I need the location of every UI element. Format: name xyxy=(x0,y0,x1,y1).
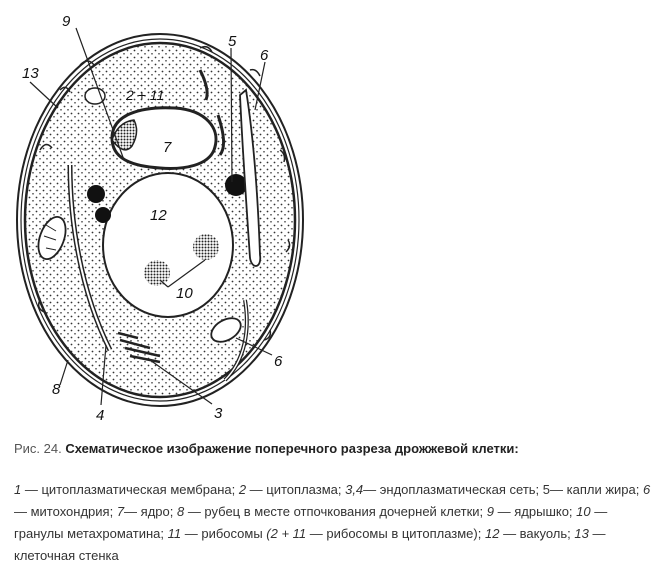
legend-text: — митохондрия; xyxy=(14,504,117,519)
label-mitochondrion-top: 6 xyxy=(260,47,269,64)
legend-num: 12 xyxy=(484,526,500,541)
legend-num: 11 xyxy=(167,526,182,541)
label-er-bottom: 3 xyxy=(214,405,223,422)
legend-num: 1 xyxy=(14,482,22,497)
legend-text: — эндоплазматическая сеть; 5— капли жира; xyxy=(363,482,643,497)
fat-droplet xyxy=(87,185,105,203)
legend-text: — рибосомы xyxy=(181,526,267,541)
label-nucleus: 7 xyxy=(163,139,172,156)
mitochondrion xyxy=(85,88,105,104)
label-vacuole: 12 xyxy=(150,207,167,224)
legend-text: — рубец в месте отпочкования дочерней клетки; xyxy=(184,504,487,519)
legend-text: — клеточная стенка xyxy=(14,526,606,563)
label-er-left: 4 xyxy=(96,407,105,424)
legend-text: — ядрышко; xyxy=(494,504,577,519)
metachromatin-granule xyxy=(144,260,170,286)
legend-num: (2 + 11 xyxy=(266,526,307,541)
label-cell-wall: 13 xyxy=(22,65,39,82)
fat-droplet xyxy=(225,174,247,196)
label-nucleolus: 9 xyxy=(62,13,71,30)
legend-text: — гранулы метахроматина; xyxy=(14,504,608,541)
legend-text: — цитоплазматическая мембрана; xyxy=(21,482,239,497)
figure-legend xyxy=(14,479,658,567)
label-fat-droplet: 5 xyxy=(228,33,237,50)
metachromatin-granule xyxy=(193,234,219,260)
legend-num: 2 xyxy=(238,482,247,497)
label-bud-scar: 8 xyxy=(52,381,61,398)
figure-caption xyxy=(14,440,654,458)
legend-num: 6 xyxy=(642,482,651,497)
label-ribosomes: 2 + 11 xyxy=(126,87,165,103)
legend-num: 7 xyxy=(116,504,125,519)
legend-num: 3,4 xyxy=(345,482,364,497)
legend-text: — ядро; xyxy=(124,504,177,519)
label-metachromatin: 10 xyxy=(176,285,193,302)
legend-text: — рибосомы в цитоплазме); xyxy=(306,526,485,541)
legend-text: — цитоплазма; xyxy=(246,482,346,497)
legend-num: 9 xyxy=(486,504,495,519)
legend-num: 8 xyxy=(176,504,185,519)
caption-title: Схематическое изображение поперечного разреза дрожжевой клетки: xyxy=(65,441,519,456)
caption-prefix: Рис. 24. xyxy=(14,441,66,456)
legend-num: 10 xyxy=(576,504,591,519)
label-mitochondrion-bottom: 6 xyxy=(274,353,283,370)
fat-droplet xyxy=(95,207,111,223)
legend-num: 13 xyxy=(574,526,589,541)
legend-text: — вакуоль; xyxy=(499,526,575,541)
